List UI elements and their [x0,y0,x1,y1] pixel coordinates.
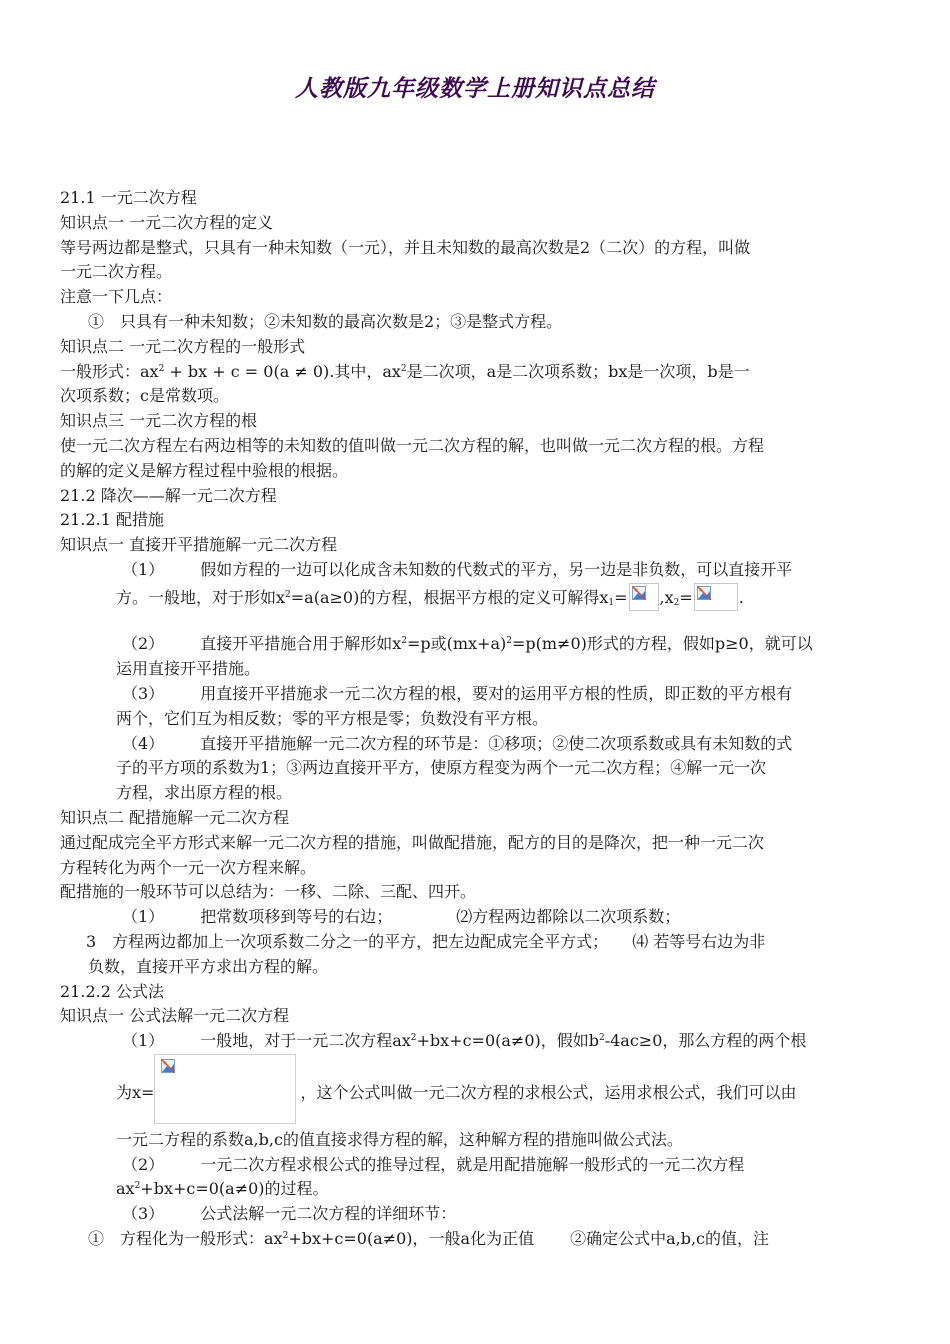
list-item [60,1202,902,1227]
item-number: （3） [122,683,165,703]
text-run: ,x [659,587,674,607]
text-run: +bx+c=0(a≠0)的过程。 [140,1179,329,1199]
text-run: ax [116,1179,135,1199]
superscript: 2 [282,1231,289,1242]
list-item: ① 只具有一种未知数；②未知数的最高次数是2；③是整式方程。 [88,311,563,331]
list-item-continuation [60,1177,902,1202]
text-run: = [614,587,628,607]
paragraph-line: 等号两边都是整式，只具有一种未知数（一元），并且未知数的最高次数是2（二次）的方程，叫做 [60,237,751,257]
list-item-continuation: 运用直接开平措施。 [116,659,261,679]
text-run: 把常数项移到等号的右边； [200,907,393,927]
subscript: 2 [673,597,680,608]
list-item-continuation [60,583,902,608]
text-run: + bx + c = 0(a ≠ 0).其中，ax [164,361,401,381]
text-run: =p(m≠0)形式的方程，假如p≥0，就可以 [511,634,813,654]
list-item-continuation: 负数，直接开平方求出方程的解。 [88,956,329,976]
paragraph-line: 方程转化为两个一元一次方程来解。 [60,857,317,877]
text-run: +bx+c=0(a≠0)，假如b [416,1031,599,1051]
text-run: ⑷ 若等号右边为非 [632,931,766,951]
text-run: 方。一般地，对于形如x [116,587,286,607]
document-title: 人教版九年级数学上册知识点总结 [295,76,655,102]
item-number: （2） [122,1154,165,1174]
list-item-continuation: 子的平方项的系数为1；③两边直接开平方，使原方程变为两个一元二次方程；④解一元一次 [116,758,767,778]
knowledge-point-heading: 知识点一 一元二次方程的定义 [60,212,274,232]
text-run: 假如方程的一边可以化成含未知数的代数式的平方，另一边是非负数，可以直接开平 [200,559,793,579]
text-run: 3 方程两边都加上一次项系数二分之一的平方，把左边配成完全平方式； [86,931,609,951]
text-run: . [738,587,744,607]
item-number: （2） [122,634,165,654]
knowledge-point-heading: 知识点二 一元二次方程的一般形式 [60,336,306,356]
item-number: （1） [122,907,165,927]
superscript: 2 [506,636,512,647]
subscript: 1 [608,597,615,608]
list-item [60,1227,902,1252]
paragraph-line: 通过配成完全平方形式来解一元二次方程的措施，叫做配措施，配方的目的是降次，把一种一元二次 [60,832,765,852]
text-run: 一元二次方程求根公式的推导过程，就是用配措施解一般形式的一元二次方程 [200,1154,745,1174]
list-item [60,732,902,757]
text-run: ⑵方程两边都除以二次项系数； [456,907,681,927]
list-item [60,682,902,707]
section-heading: 21.1 一元二次方程 [60,188,197,207]
paragraph-line [60,360,902,385]
text-run: ②确定公式中a,b,c的值，注 [570,1229,770,1249]
list-item-continuation [60,1054,902,1128]
text-run: -4ac≥0，那么方程的两个根 [604,1031,807,1051]
list-item [60,632,902,657]
superscript: 2 [598,1033,605,1044]
superscript: 2 [158,363,165,374]
document-body [60,186,902,1252]
superscript: 2 [400,363,407,374]
knowledge-point-heading: 知识点一 公式法解一元二次方程 [60,1006,290,1026]
list-item-continuation: 两个，它们互为相反数；零的平方根是零；负数没有平方根。 [116,708,549,728]
broken-image-icon [694,583,738,611]
section-heading: 21.2 降次——解一元二次方程 [60,485,277,505]
text-run: 为x= [116,1082,155,1102]
item-number: （1） [122,1031,165,1051]
paragraph-line: 注意一下几点： [60,287,173,307]
list-item [60,1153,902,1178]
paragraph-line: 次项系数；c是常数项。 [60,386,229,406]
text-run: 一般形式：ax [60,361,159,381]
knowledge-point-heading: 知识点三 一元二次方程的根 [60,411,258,431]
item-number: （4） [122,733,165,753]
text-run: ① 方程化为一般形式：ax [88,1229,283,1249]
broken-image-icon [629,583,659,611]
list-item-continuation: 方程，求出原方程的根。 [116,783,293,803]
knowledge-point-heading: 知识点二 配措施解一元二次方程 [60,807,290,827]
paragraph-line: 一元二次方程。 [60,262,173,282]
formula-image-icon [154,1054,296,1124]
text-run: 直接开平措施解一元二次方程的环节是：①移项；②使二次项系数或具有未知数的式 [200,733,793,753]
superscript: 2 [134,1181,141,1192]
list-item [60,558,902,583]
subsection-heading: 21.2.2 公式法 [60,981,164,1001]
knowledge-point-heading: 知识点一 直接开平措施解一元二次方程 [60,535,338,555]
text-run: +bx+c=0(a≠0)，一般a化为正值 [288,1229,535,1249]
text-run: = [679,587,693,607]
text-run: ，这个公式叫做一元二次方程的求根公式，运用求根公式，我们可以由 [300,1082,797,1102]
text-run: =p或(mx+a) [406,634,507,654]
item-number: （3） [122,1204,165,1224]
paragraph-line: 使一元二次方程左右两边相等的未知数的值叫做一元二次方程的解，也叫做一元二次方程的根。方程 [60,435,765,455]
list-item [60,1029,902,1054]
text-run: 用直接开平措施求一元二次方程的根，要对的运用平方根的性质，即正数的平方根有 [200,683,793,703]
paragraph-line: 的解的定义是解方程过程中验根的根据。 [60,460,349,480]
subsection-heading: 21.2.1 配措施 [60,510,164,530]
text-run: 公式法解一元二次方程的详细环节： [200,1204,457,1224]
text-run: 是二次项，a是二次项系数；bx是一次项，b是一 [406,361,750,381]
paragraph-line: 配措施的一般环节可以总结为：一移、二除、三配、四开。 [60,882,477,902]
superscript: 2 [401,636,407,647]
list-item [60,930,902,955]
text-run: =a(a≥0)的方程，根据平方根的定义可解得x [290,587,609,607]
superscript: 2 [410,1033,417,1044]
list-item-continuation: 一元二方程的系数a,b,c的值直接求得方程的解，这种解方程的措施叫做公式法。 [116,1129,683,1149]
text-run: 直接开平措施合用于解形如x [200,634,402,654]
superscript: 2 [285,589,291,600]
item-number: （1） [122,559,165,579]
list-item [60,905,902,930]
text-run: 一般地，对于一元二次方程ax [200,1031,411,1051]
